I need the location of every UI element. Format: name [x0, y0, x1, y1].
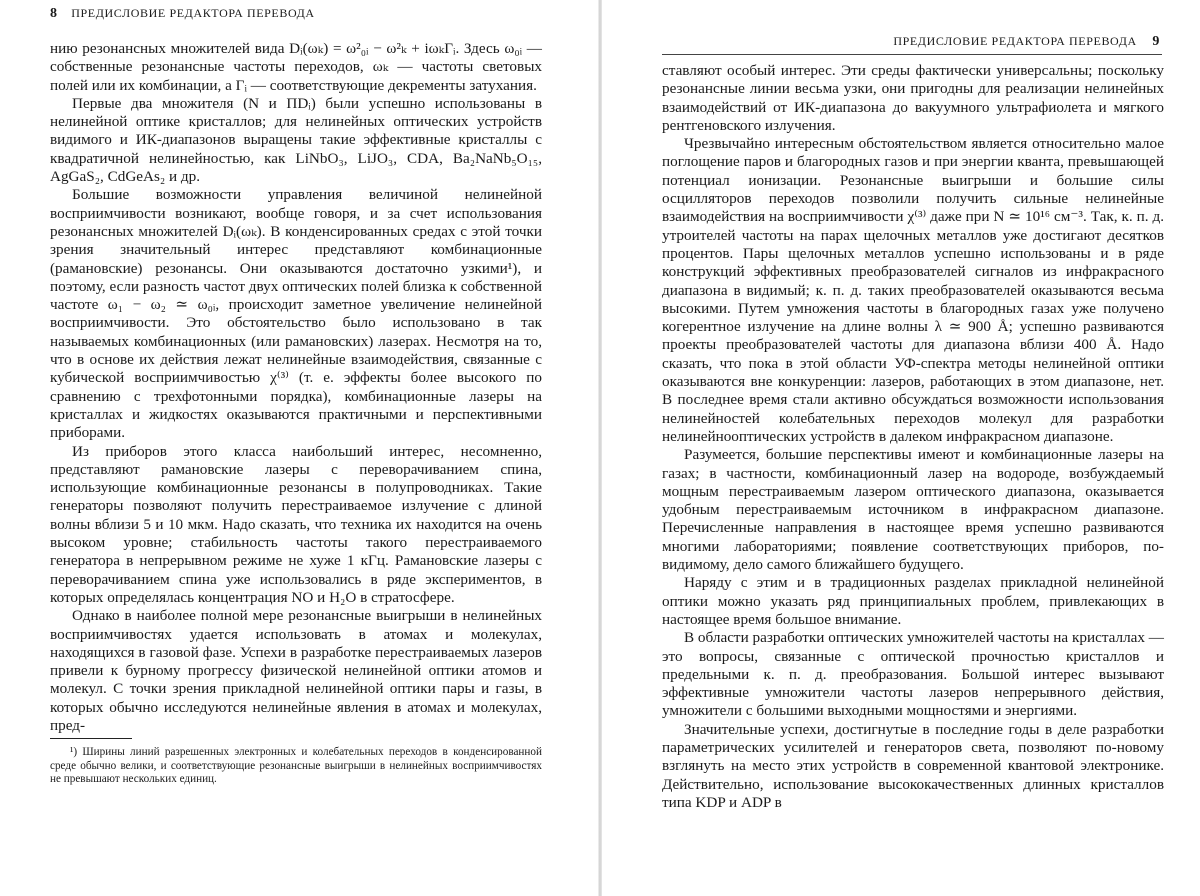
footnote-divider [50, 738, 132, 739]
right-text-column [662, 62, 1164, 812]
footnote: ¹) Ширины линий разрешенных электронных и колебательных переходов в конденсированной среде обычно велики, и соответствующие резонансные выигрыши в нелинейных восприимчивостях не превышают нескольких единиц. [50, 746, 542, 786]
header-rule [662, 54, 1162, 55]
paragraph: Из приборов этого класса наибольший интерес, несомненно, представляют рамановские лазеры с переворачиванием спина, использующие комбинационные резонансы в полупроводниках. Такие генераторы позволяют получить перестраиваемое излучение с длиной волны вблизи 5 и 10 мкм. Надо сказать, что техника их находится на очень высоком уровне; стабильность частоты такого перестраиваемого генератора в непрерывном режиме не хуже 1 кГц. Рамановские лазеры с переворачиванием спина уже использовались в ряде экспериментов, в которых определялась концентрация NO и H₂O в стратосфере. [50, 442, 542, 606]
paragraph: Разумеется, большие перспективы имеют и комбинационные лазеры на газах; в частности, комбинационный лазер на водороде, возбуждаемый мощным перестраиваемым лазером оптического диапазона, оказывается удобным перестраиваемым источником в инфракрасном диапазоне. Перечисленные направления в настоящее время успешно развиваются многими лабораториями; появление соответствующих приборов, по-видимому, дело самого ближайшего будущего. [662, 446, 1164, 574]
paragraph: Первые два множителя (N и ΠDᵢ) были успешно использованы в нелинейной оптике кристаллов; для нелинейных оптических устройств видимого и ИК-диапазонов выращены такие эффективные кристаллы с квадратичной нелинейностью, как LiNbO₃, LiJO₃, CDA, Ba₂NaNb₅O₁₅, AgGaS₂, CdGeAs₂ и др. [50, 94, 542, 186]
running-head-right [890, 34, 1160, 50]
running-head-title-right: ПРЕДИСЛОВИЕ РЕДАКТОРА ПЕРЕВОДА [893, 34, 1137, 48]
right-page [600, 0, 1200, 896]
paragraph: Чрезвычайно интересным обстоятельством является относительно малое поглощение паров и благородных газов и при энергии кванта, превышающей потенциал ионизации. Резонансные выигрыши и большие силы осцилляторов переходов позволили получить сильные нелинейные взаимодействия на восприимчивости χ⁽³⁾ даже при N ≃ 10¹⁶ см⁻³. Так, к. п. д. утроителей частоты на парах щелочных металлов уже достигают десятков процентов. Пары щелочных металлов успешно использованы и в ряде конструкций эффективных преобразователей сигналов из инфракрасного диапазона в видимый; к. п. д. таких преобразователей оказываются весьма высокими. Путем умножения частоты в благородных газах уже получено когерентное излучение на длине волны λ ≃ 900 Å; успешно развиваются проекты преобразователей частоты для диапазона вблизи 400 Å. Надо сказать, что пока в этой области УФ-спектра методы нелинейной оптики оказываются вне конкуренции: лазеров, работающих в этом диапазоне, нет. В последнее время стали активно обсуждаться возможности использования нелинейностей колебательных переходов молекул для разработки нелинейнооптических устройств в далеком инфракрасном диапазоне. [662, 135, 1164, 445]
paragraph: Значительные успехи, достигнутые в последние годы в деле разработки параметрических усилителей и генераторов света, позволяют по-новому взглянуть на место этих устройств в современной квантовой электронике. Действительно, использование высококачественных длинных кристаллов типа KDP и ADP в [662, 720, 1164, 811]
paragraph: Наряду с этим и в традиционных разделах прикладной нелинейной оптики можно указать ряд принципиальных проблем, привлекающих в настоящее время большое внимание. [662, 574, 1164, 628]
running-head-title-left: ПРЕДИСЛОВИЕ РЕДАКТОРА ПЕРЕВОДА [71, 6, 315, 20]
paragraph: ставляют особый интерес. Эти среды фактически универсальны; поскольку резонансные линии весьма узки, они пригодны для реализации нелинейных взаимодействий от ИК-диапазона до вакуумного ультрафиолета и мягкого рентгеновского излучения. [662, 62, 1164, 134]
page-number-right: 9 [1152, 34, 1160, 49]
paragraph: нию резонансных множителей вида Dᵢ(ωₖ) = ω²₀ᵢ − ω²ₖ + iωₖΓᵢ. Здесь ω₀ᵢ — собственные резонансные частоты переходов, ωₖ — частоты световых полей или их комбинации, а Γᵢ — соответствующие декременты затухания. [50, 40, 542, 94]
paragraph: В области разработки оптических умножителей частоты на кристаллах — это вопросы, связанные с оптической прочностью кристаллов и предельными к. п. д. преобразования. Большой интерес вызывают эффективные умножители частоты лазеров непрерывного действия, умножители с большими выходными мощностями и энергиями. [662, 629, 1164, 720]
page-number-left: 8 [50, 6, 58, 21]
paragraph: Большие возможности управления величиной нелинейной восприимчивости возникают, вообще говоря, и за счет использования резонансных множителей Dᵢ(ωₖ). В конденсированных средах с этой точки зрения значительный интерес представляют комбинационные (рамановские) резонансы. Они оказываются достаточно узкими¹), и поэтому, если разность частот двух оптических полей близка к собственной частоте ω₁ − ω₂ ≃ ω₀ᵢ, происходит заметное увеличение нелинейной восприимчивости. Это обстоятельство было использовано в так называемых комбинационных (или рамановских) лазерах. Несмотря на то, что в основе их действия лежат нелинейные взаимодействия, связанные с кубической восприимчивостью χ⁽³⁾ (т. е. эффекты более высокого по сравнению с трехфотонными порядка), комбинационные лазеры на кристаллах и жидкостях оказываются практичными и перспективными приборами. [50, 186, 542, 442]
paragraph: Однако в наиболее полной мере резонансные выигрыши в нелинейных восприимчивостях удается использовать в атомах и молекулах, находящихся в газовой фазе. Успехи в разработке перестраиваемых лазеров привели к бурному прогрессу физической нелинейной оптики атомов и молекул. С точки зрения прикладной нелинейной оптики пары и газы, в которых обычно исследуются нелинейные явления в атомах и молекулах, пред- [50, 607, 542, 734]
left-text-column [50, 40, 542, 735]
running-head-left [50, 6, 550, 22]
